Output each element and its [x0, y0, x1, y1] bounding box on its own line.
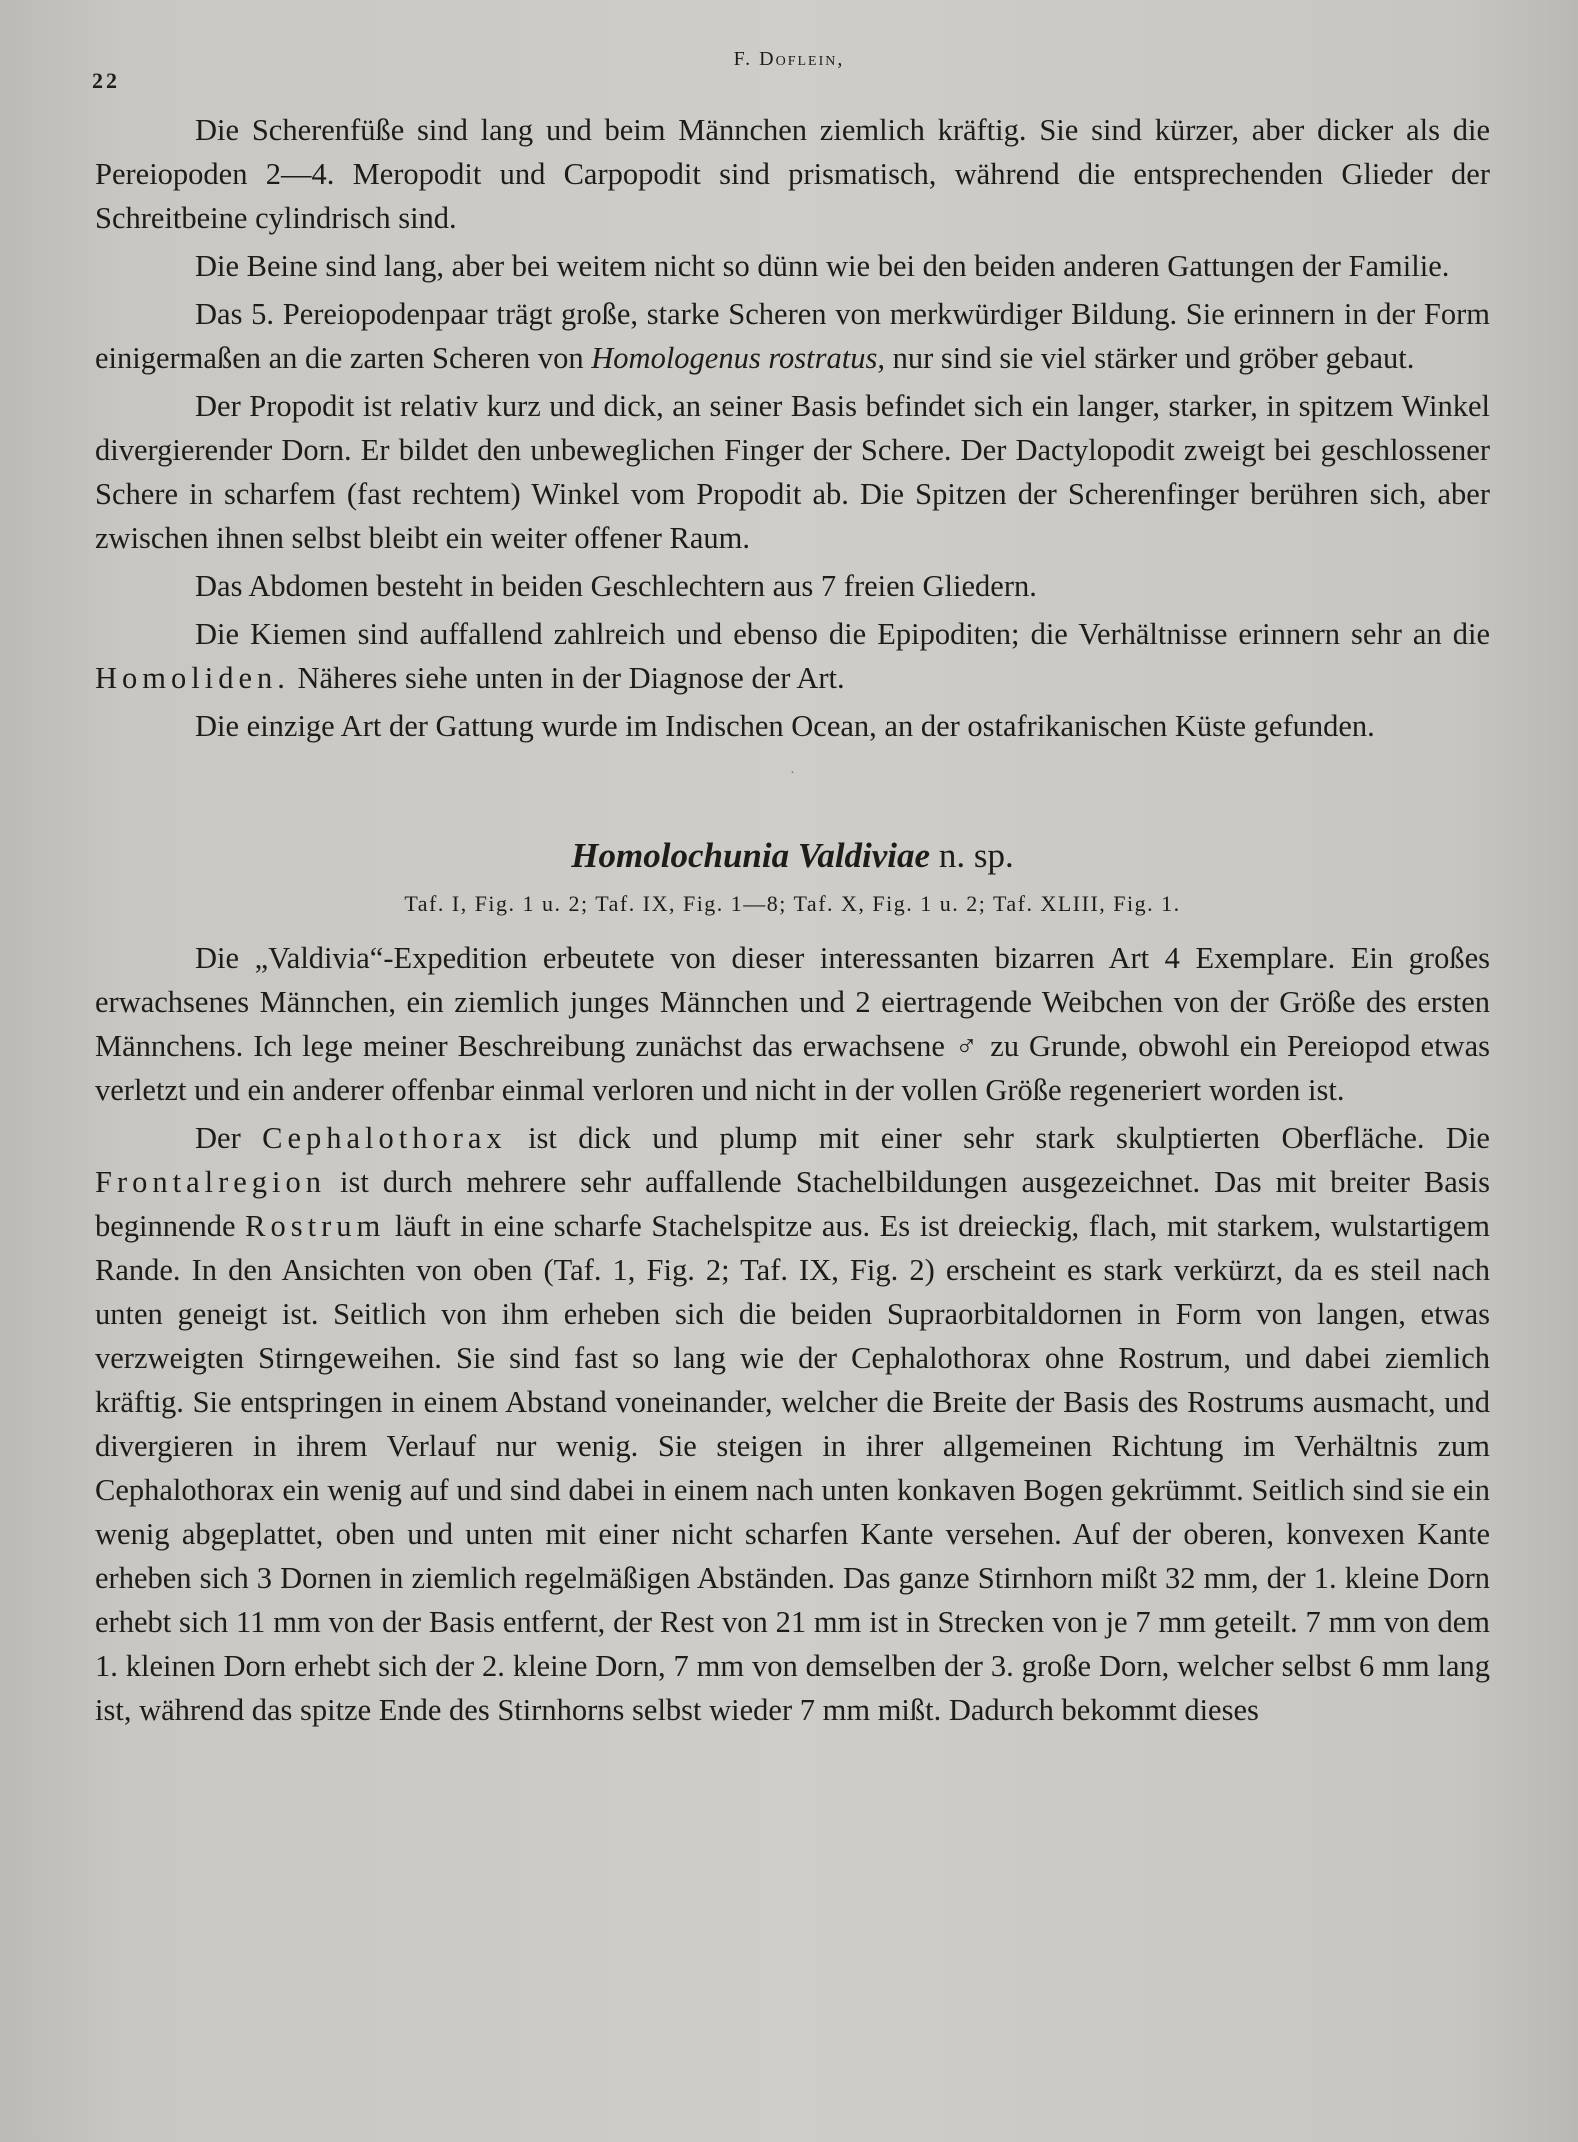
running-head: F. Doflein, [733, 48, 845, 70]
text-run: ist dick und plump mit einer sehr stark skulptierten Oberfläche. Die [506, 1121, 1490, 1155]
species-title [95, 832, 1490, 880]
text-run: Näheres siehe unten in der Diagnose der Art. [289, 661, 845, 695]
paragraph-exemplare: Die „Valdivia“-Expedition erbeutete von dieser interessanten bizarren Art 4 Exemplare. Ein großes erwachsenes Männchen, ein ziemlich junges Männchen und 2 eiertragende Weibchen von der Größe des ersten Männchens. Ich lege meiner Beschreibung zunächst das erwachsene ♂ zu Grunde, obwohl ein Pereiopod etwas verletzt und ein anderer offenbar einmal verloren und nicht in der vollen Größe regeneriert worden ist. [95, 941, 1490, 1107]
spaced-term: Cephalothorax [262, 1121, 507, 1155]
paragraph-propodit: Der Propodit ist relativ kurz und dick, an seiner Basis befindet sich ein langer, starker, in spitzem Winkel divergierender Dorn. Er bildet den unbeweglichen Finger der Schere. Der Dactylopodit zweigt bei geschlossener Schere in scharfem (fast rechtem) Winkel vom Propodit ab. Die Spitzen der Scherenfinger berühren sich, aber zwischen ihnen selbst bleibt ein weiter offener Raum. [95, 389, 1490, 555]
text-run: nur sind sie viel stärker und gröber gebaut. [885, 341, 1415, 375]
paragraph-beine: Die Beine sind lang, aber bei weitem nicht so dünn wie bei den beiden anderen Gattungen der Familie. [195, 249, 1450, 283]
paragraph-abdomen: Das Abdomen besteht in beiden Geschlechtern aus 7 freien Gliedern. [195, 569, 1037, 603]
spaced-term: Frontalregion [95, 1165, 327, 1199]
page-number: 22 [92, 68, 120, 93]
species-name-italic: Homologenus rostratus, [591, 341, 885, 375]
paragraph-verbreitung: Die einzige Art der Gattung wurde im Indischen Ocean, an der ostafrikanischen Küste gefunden. [195, 709, 1375, 743]
text-run: Das 5. Pereiopodenpaar trägt große, starke Scheren von merkwürdiger Bildung. Sie erinnern in der Form einigermaßen an die zarten Scheren von [95, 297, 1490, 375]
species-title-suffix: n. sp. [930, 836, 1014, 875]
text-run: läuft in eine scharfe Stachelspitze aus. Es ist dreieckig, flach, mit starkem, wulstartigem Rande. In den Ansichten von oben (Taf. 1, Fig. 2; Taf. IX, Fig. 2) erscheint es stark verkürzt, da es steil nach unten geneigt ist. Seitlich von ihm erheben sich die beiden Supraorbitaldornen in Form von langen, etwas verzweigten Stirngeweihen. Sie sind fast so lang wie der Cephalothorax ohne Rostrum, und dabei ziemlich kräftig. Sie entspringen in einem Abstand voneinander, welcher die Breite der Basis des Rostrums ausmacht, und divergieren in ihrem Verlauf nur wenig. Sie steigen in ihrer allgemeinen Richtung im Verhältnis zum Cephalothorax ein wenig auf und sind dabei in einem nach unten konkaven Bogen gekrümmt. Seitlich sind sie ein wenig abgeplattet, oben und unten mit einer nicht scharfen Kante versehen. Auf der oberen, konvexen Kante erheben sich 3 Dornen in ziemlich regelmäßigen Abständen. Das ganze Stirnhorn mißt 32 mm, der 1. kleine Dorn erhebt sich 11 mm von der Basis entfernt, der Rest von 21 mm ist in Strecken von je 7 mm geteilt. 7 mm von dem 1. kleinen Dorn erhebt sich der 2. kleine Dorn, 7 mm von demselben der 3. große Dorn, welcher selbst 6 mm lang ist, während das spitze Ende des Stirnhorns selbst wieder 7 mm mißt. Dadurch bekommt dieses [95, 1209, 1490, 1727]
text-run: ist durch mehrere sehr auffallende Stachelbildungen ausgezeichnet. Das mit breiter Basis beginnende [95, 1165, 1490, 1243]
page-header [0, 40, 1578, 100]
paragraph-pereiopodenpaar [95, 292, 1490, 380]
text-run: Der [195, 1121, 263, 1155]
text-run: Die Kiemen sind auffallend zahlreich und ebenso die Epipoditen; die Verhältnisse erinnern sehr an die [195, 617, 1490, 651]
plate-references: Taf. I, Fig. 1 u. 2; Taf. IX, Fig. 1—8; Taf. X, Fig. 1 u. 2; Taf. XLIII, Fig. 1. [404, 891, 1181, 916]
section-divider-dot: · [790, 766, 795, 781]
paragraph-scherenfuesse: Die Scherenfüße sind lang und beim Männchen ziemlich kräftig. Sie sind kürzer, aber dicker als die Pereiopoden 2—4. Meropodit und Carpopodit sind prismatisch, während die entsprechenden Glieder der Schreitbeine cylindrisch sind. [95, 113, 1490, 235]
species-heading [95, 832, 1490, 922]
spaced-term: Rostrum [245, 1209, 386, 1243]
paragraph-kiemen [95, 612, 1490, 700]
page-body [95, 108, 1490, 1736]
spaced-term: Homoliden. [95, 661, 290, 695]
paragraph-cephalothorax [95, 1116, 1490, 1732]
species-title-name: Homolochunia Valdiviae [571, 836, 931, 875]
